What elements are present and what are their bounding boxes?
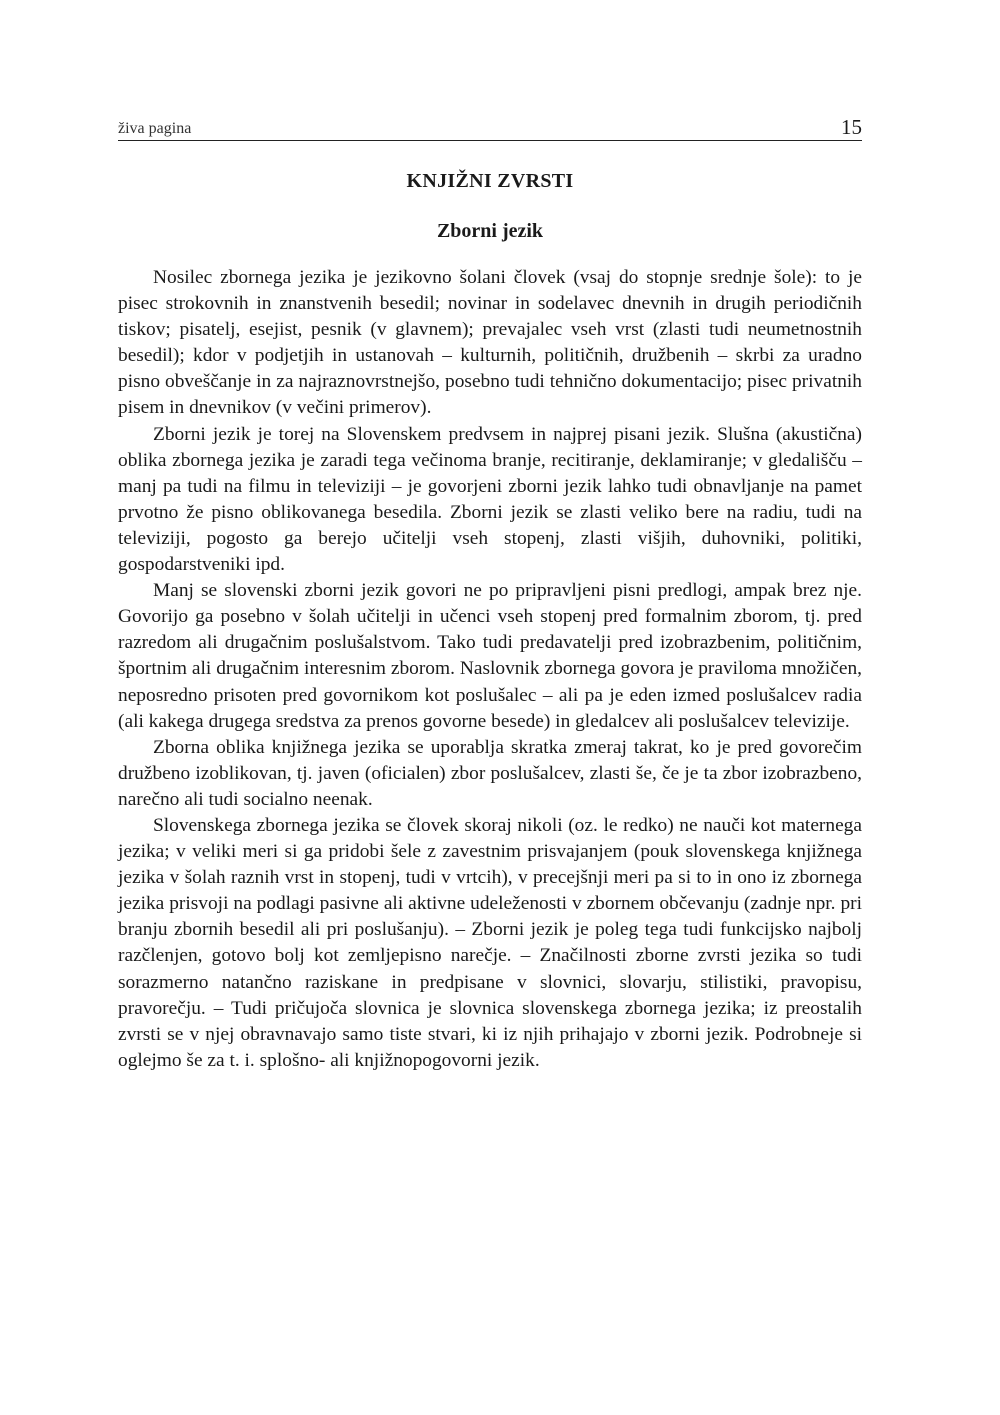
running-title: živa pagina (118, 120, 192, 137)
running-header (118, 112, 862, 141)
chapter-title: KNJIŽNI ZVRSTI (406, 170, 574, 192)
paragraph-1: Nosilec zbornega jezika je jezikovno šolani človek (vsaj do stopnje srednje šole): to je pisec strokovnih in znanstvenih besedil; novinar in sodelavec dnevnih in drugih periodičnih tiskov; pisatelj, esejist, pesnik (v glavnem); prevajalec vseh vrst (zlasti tudi neumetnostnih besedil); kdor v podjetjih in ustanovah – kulturnih, političnih, družbenih – skrbi za uradno pisno obveščanje in za najraznovrstnejšo, posebno tudi tehnično dokumentacijo; pisec privatnih pisem in dnevnikov (v večini primerov). (118, 267, 862, 419)
page-number: 15 (841, 115, 862, 139)
document-page (118, 112, 862, 1074)
paragraph-2: Zborni jezik je torej na Slovenskem predvsem in najprej pisani jezik. Slušna (akustična) oblika zbornega jezika je zaradi tega večinoma branje, recitiranje, deklamiranje; v gledališču – manj pa tudi na filmu in televiziji – je govorjeni zborni jezik lahko tudi obnavljanje na pamet prvotno že pisno oblikovanega besedila. Zborni jezik se zlasti veliko bere na radiu, tudi na televiziji, pogosto ga berejo učitelji vseh stopenj, zlasti višjih, duhovniki, politiki, gospodarstveniki ipd. (118, 423, 862, 576)
body-text (118, 265, 862, 1074)
paragraph-4: Zborna oblika knjižnega jezika se uporablja skratka zmeraj takrat, ko je pred govorečim družbeno izoblikovan, tj. javen (oficialen) zbor poslušalcev, zlasti še, če je ta zbor izobrazbeno, narečno ali tudi socialno neenak. (118, 736, 862, 810)
section-title: Zborni jezik (436, 220, 544, 242)
paragraph-5: Slovenskega zbornega jezika se človek skoraj nikoli (oz. le redko) ne nauči kot maternega jezika; v veliki meri si ga pridobi šele z zavestnim prisvajanjem (pouk slovenskega knjižnega jezika v šolah raznih vrst in stopenj, tudi v vrtcih), v precejšnji meri pa si to in ono iz zbornega jezika prisvoji na podlagi pasivne ali aktivne udeleženosti v zbornem občevanju (zadnje npr. pri branju zbornih besedil ali pri poslušanju). – Zborni jezik je poleg tega tudi funkcijsko najbolj razčlenjen, gotovo bolj kot zemljepisno narečje. – Značilnosti zborne zvrsti jezika so tudi sorazmerno natančno raziskane in predpisane v slovnici, slovarju, stilistiki, pravopisu, pravorečju. – Tudi pričujoča slovnica je slovnica slovenskega zbornega jezika; iz preostalih zvrsti se v njej obravnavajo samo tiste stvari, ki iz njih prihajajo v zborni jezik. Podrobneje si oglejmo še za t. i. splošno- ali knjižnopogovorni jezik. (118, 814, 862, 1071)
paragraph-3: Manj se slovenski zborni jezik govori ne po pripravljeni pisni predlogi, ampak brez nje. Govorijo ga posebno v šolah učitelji in učenci vseh stopenj pred formalnim zborom, tj. pred razredom ali drugačnim poslušalstvom. Tako tudi predavatelji pred izobrazbenim, političnim, športnim ali drugačnim interesnim zborom. Naslovnik zbornega govora je praviloma množičen, neposredno prisoten pred govornikom kot poslušalec – ali pa je eden izmed poslušalcev radia (ali kakega drugega sredstva za prenos govorne besede) in gledalcev ali poslušalcev televizije. (118, 580, 862, 732)
